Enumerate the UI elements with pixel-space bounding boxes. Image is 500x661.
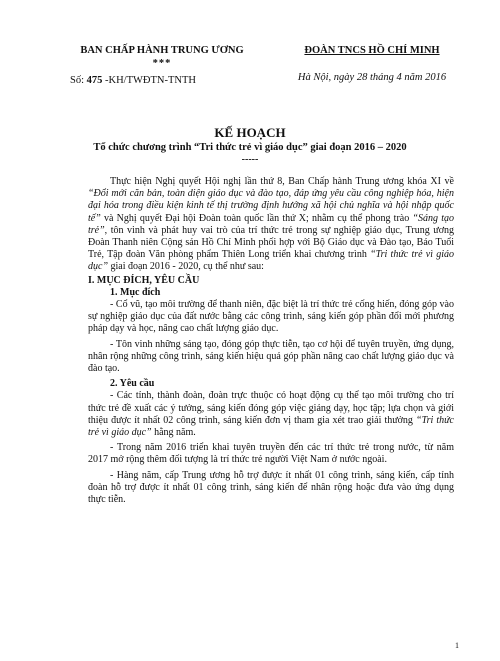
requirement-item: - Hàng năm, cấp Trung ương hỗ trợ được ít nhất 01 công trình, sáng kiến, cấp tỉnh đoàn hỗ trợ được ít nhất 01 công trình, sáng kiến để nhân rộng hoặc đưa vào ứng dụng thực tiễn.: [88, 469, 454, 506]
header-stars: ***: [152, 58, 172, 69]
document-number: Số: 475 -KH/TWĐTN-TNTH: [70, 75, 196, 86]
organization-name: ĐOÀN TNCS HỒ CHÍ MINH: [304, 45, 440, 56]
purpose-item: - Cổ vũ, tạo môi trường để thanh niên, đặc biệt là trí thức trẻ cống hiến, đóng góp vào sự nghiệp giáo dục của đất nước bằng các công trình, sáng kiến góp phần đổi mới phương pháp dạy và học, nâng cao chất lượng giáo dục.: [88, 299, 454, 335]
document-date: Hà Nội, ngày 28 tháng 4 năm 2016: [297, 72, 447, 83]
document-body: [88, 176, 454, 506]
header-right: [282, 44, 462, 84]
subsection-heading-requirements: 2. Yêu cầu: [110, 378, 155, 390]
requirement-item: - Trong năm 2016 triển khai tuyên truyền đến các trí thức trẻ trong nước, từ năm 2017 mở rộng thêm đối tượng là trí thức trẻ người Việt Nam ở nước ngoài.: [88, 442, 454, 466]
intro-paragraph: Thực hiện Nghị quyết Hội nghị lần thứ 8, Ban Chấp hành Trung ương khóa XI về “Đổi mới căn bản, toàn diện giáo dục và đào tạo, đáp ứng yêu cầu công nghiệp hóa, hiện đại hóa trong điều kiện kinh tế thị trường định hướng xã hội chủ nghĩa và hội nhập quốc tế” và Nghị quyết Đại hội Đoàn toàn quốc lần thứ X; nhằm cụ thể phong trào “Sáng tạo trẻ”, tôn vinh và phát huy vai trò của trí thức trẻ trong sự nghiệp giáo dục, Trung ương Đoàn Thanh niên Cộng sản Hồ Chí Minh phối hợp với Bộ Giáo dục và Đào tạo, Báo Tuổi Trẻ, Tập đoàn Văn phòng phẩm Thiên Long triển khai chương trình “Tri thức trẻ vì giáo dục” giai đoạn 2016 - 2020, cụ thể như sau:: [88, 176, 454, 273]
document-number-value: 475: [86, 75, 103, 86]
issuing-body: BAN CHẤP HÀNH TRUNG ƯƠNG: [80, 45, 244, 56]
title-divider: -----: [241, 154, 259, 165]
page-number: 1: [455, 641, 459, 650]
subsection-heading-purpose: 1. Mục đích: [110, 286, 161, 298]
document-subtitle: Tổ chức chương trình “Tri thức trẻ vì giáo dục” giai đoạn 2016 – 2020: [93, 142, 407, 153]
purpose-item: - Tôn vinh những sáng tạo, đóng góp thực tiễn, tạo cơ hội để tuyên truyền, ứng dụng, nhân rộng những công trình, sáng kiến hiệu quả góp phần nâng cao chất lượng giáo dục và đào tạo.: [88, 338, 454, 375]
document-title: KẾ HOẠCH: [214, 125, 286, 140]
section-heading: I. MỤC ĐÍCH, YÊU CẦU: [88, 274, 200, 286]
requirement-item: - Các tỉnh, thành đoàn, đoàn trực thuộc có hoạt động cụ thể tạo môi trường cho trí thức trẻ đề xuất các ý tưởng, sáng kiến đóng góp việc giảng dạy, học tập; lựa chọn và giới thiệu được ít nhất 02 công trình, sáng kiến đơn vị tham gia xét trao giải thưởng “Tri thức trẻ vì giáo dục” hằng năm.: [88, 390, 454, 439]
header-left: [62, 44, 262, 87]
